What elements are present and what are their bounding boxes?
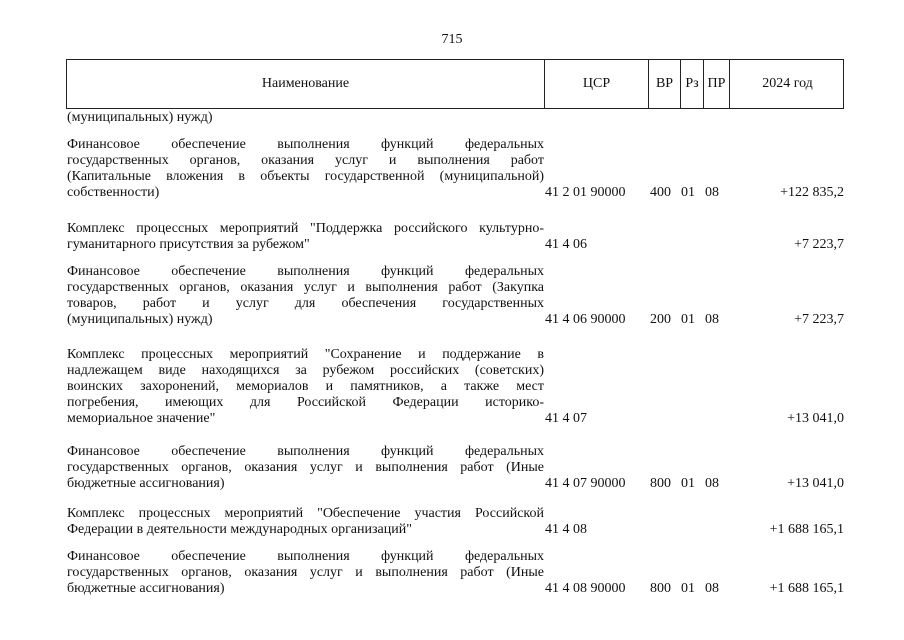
row-name-line: бюджетные ассигнования) bbox=[67, 581, 225, 596]
row-name-line: Федерации в деятельности международных организаций" bbox=[67, 522, 412, 537]
table-row bbox=[0, 137, 904, 201]
column-header-csr: ЦСР bbox=[544, 60, 648, 108]
row-name-line: Комплекс процессных мероприятий "Сохранение и поддержание в bbox=[67, 347, 544, 362]
row-vr: 400 bbox=[650, 185, 671, 200]
column-header-vr: ВР bbox=[648, 60, 680, 108]
row-name-line: государственных органов, оказания услуг и выполнения работ (Иные bbox=[67, 460, 544, 475]
row-name-line: Финансовое обеспечение выполнения функций федеральных bbox=[67, 549, 544, 564]
row-rz: 01 bbox=[681, 185, 695, 200]
row-csr: 41 4 07 bbox=[545, 411, 587, 426]
row-rz: 01 bbox=[681, 581, 695, 596]
row-rz: 01 bbox=[681, 476, 695, 491]
row-csr: 41 4 07 90000 bbox=[545, 476, 626, 491]
table-row bbox=[0, 506, 904, 538]
row-csr: 41 4 06 bbox=[545, 237, 587, 252]
column-header-name: Наименование bbox=[261, 76, 350, 91]
row-name-line: погребения, имеющих для Российской Федерации историко- bbox=[67, 395, 544, 410]
row-name-line: Финансовое обеспечение выполнения функций федеральных bbox=[67, 264, 544, 279]
row-pr: 08 bbox=[705, 476, 719, 491]
row-name bbox=[67, 347, 544, 427]
row-amount: +7 223,7 bbox=[794, 312, 844, 327]
row-pr: 08 bbox=[705, 185, 719, 200]
row-name-line: Комплекс процессных мероприятий "Обеспечение участия Российской bbox=[67, 506, 544, 521]
row-csr: 41 4 08 90000 bbox=[545, 581, 626, 596]
row-pr: 08 bbox=[705, 581, 719, 596]
row-name-line: мемориальное значение" bbox=[67, 411, 216, 426]
row-name-line: гуманитарного присутствия за рубежом" bbox=[67, 237, 310, 252]
row-name bbox=[67, 221, 544, 253]
row-name-line: государственных органов, оказания услуг и выполнения работ bbox=[67, 153, 544, 168]
row-name bbox=[67, 110, 544, 126]
row-name-line: Комплекс процессных мероприятий "Поддержка российского культурно- bbox=[67, 221, 544, 236]
table-header bbox=[66, 59, 844, 109]
row-name-line: государственных органов, оказания услуг и выполнения работ (Закупка bbox=[67, 280, 544, 295]
row-name-line: Финансовое обеспечение выполнения функций федеральных bbox=[67, 137, 544, 152]
table-row bbox=[0, 549, 904, 597]
table-row bbox=[0, 444, 904, 492]
row-rz: 01 bbox=[681, 312, 695, 327]
row-csr: 41 4 06 90000 bbox=[545, 312, 626, 327]
page-number: 715 bbox=[441, 32, 463, 47]
row-name-line: Финансовое обеспечение выполнения функций федеральных bbox=[67, 444, 544, 459]
row-name bbox=[67, 137, 544, 201]
row-name bbox=[67, 264, 544, 328]
row-name bbox=[67, 549, 544, 597]
row-name-line: воинских захоронений, мемориалов и памятников, а также мест bbox=[67, 379, 544, 394]
row-vr: 200 bbox=[650, 312, 671, 327]
row-name bbox=[67, 506, 544, 538]
table-row bbox=[0, 110, 904, 126]
row-name-line: бюджетные ассигнования) bbox=[67, 476, 225, 491]
row-csr: 41 2 01 90000 bbox=[545, 185, 626, 200]
row-amount: +13 041,0 bbox=[787, 476, 844, 491]
table-row bbox=[0, 264, 904, 328]
column-header-year: 2024 год bbox=[729, 60, 845, 108]
row-amount: +1 688 165,1 bbox=[769, 581, 844, 596]
table-row bbox=[0, 347, 904, 427]
row-name-line: (Капитальные вложения в объекты государственной (муниципальной) bbox=[67, 169, 544, 184]
row-amount: +1 688 165,1 bbox=[769, 522, 844, 537]
row-name-line: (муниципальных) нужд) bbox=[67, 312, 213, 327]
row-csr: 41 4 08 bbox=[545, 522, 587, 537]
row-amount: +122 835,2 bbox=[780, 185, 844, 200]
row-pr: 08 bbox=[705, 312, 719, 327]
row-amount: +13 041,0 bbox=[787, 411, 844, 426]
row-amount: +7 223,7 bbox=[794, 237, 844, 252]
row-name-line: (муниципальных) нужд) bbox=[67, 110, 213, 125]
column-header-rz: Рз bbox=[680, 60, 703, 108]
row-name-line: надлежащем виде находящихся за рубежом российских (советских) bbox=[67, 363, 544, 378]
row-vr: 800 bbox=[650, 476, 671, 491]
column-header-pr: ПР bbox=[703, 60, 729, 108]
row-name bbox=[67, 444, 544, 492]
row-name-line: собственности) bbox=[67, 185, 160, 200]
row-name-line: государственных органов, оказания услуг и выполнения работ (Иные bbox=[67, 565, 544, 580]
row-vr: 800 bbox=[650, 581, 671, 596]
table-row bbox=[0, 221, 904, 253]
row-name-line: товаров, работ и услуг для обеспечения государственных bbox=[67, 296, 544, 311]
